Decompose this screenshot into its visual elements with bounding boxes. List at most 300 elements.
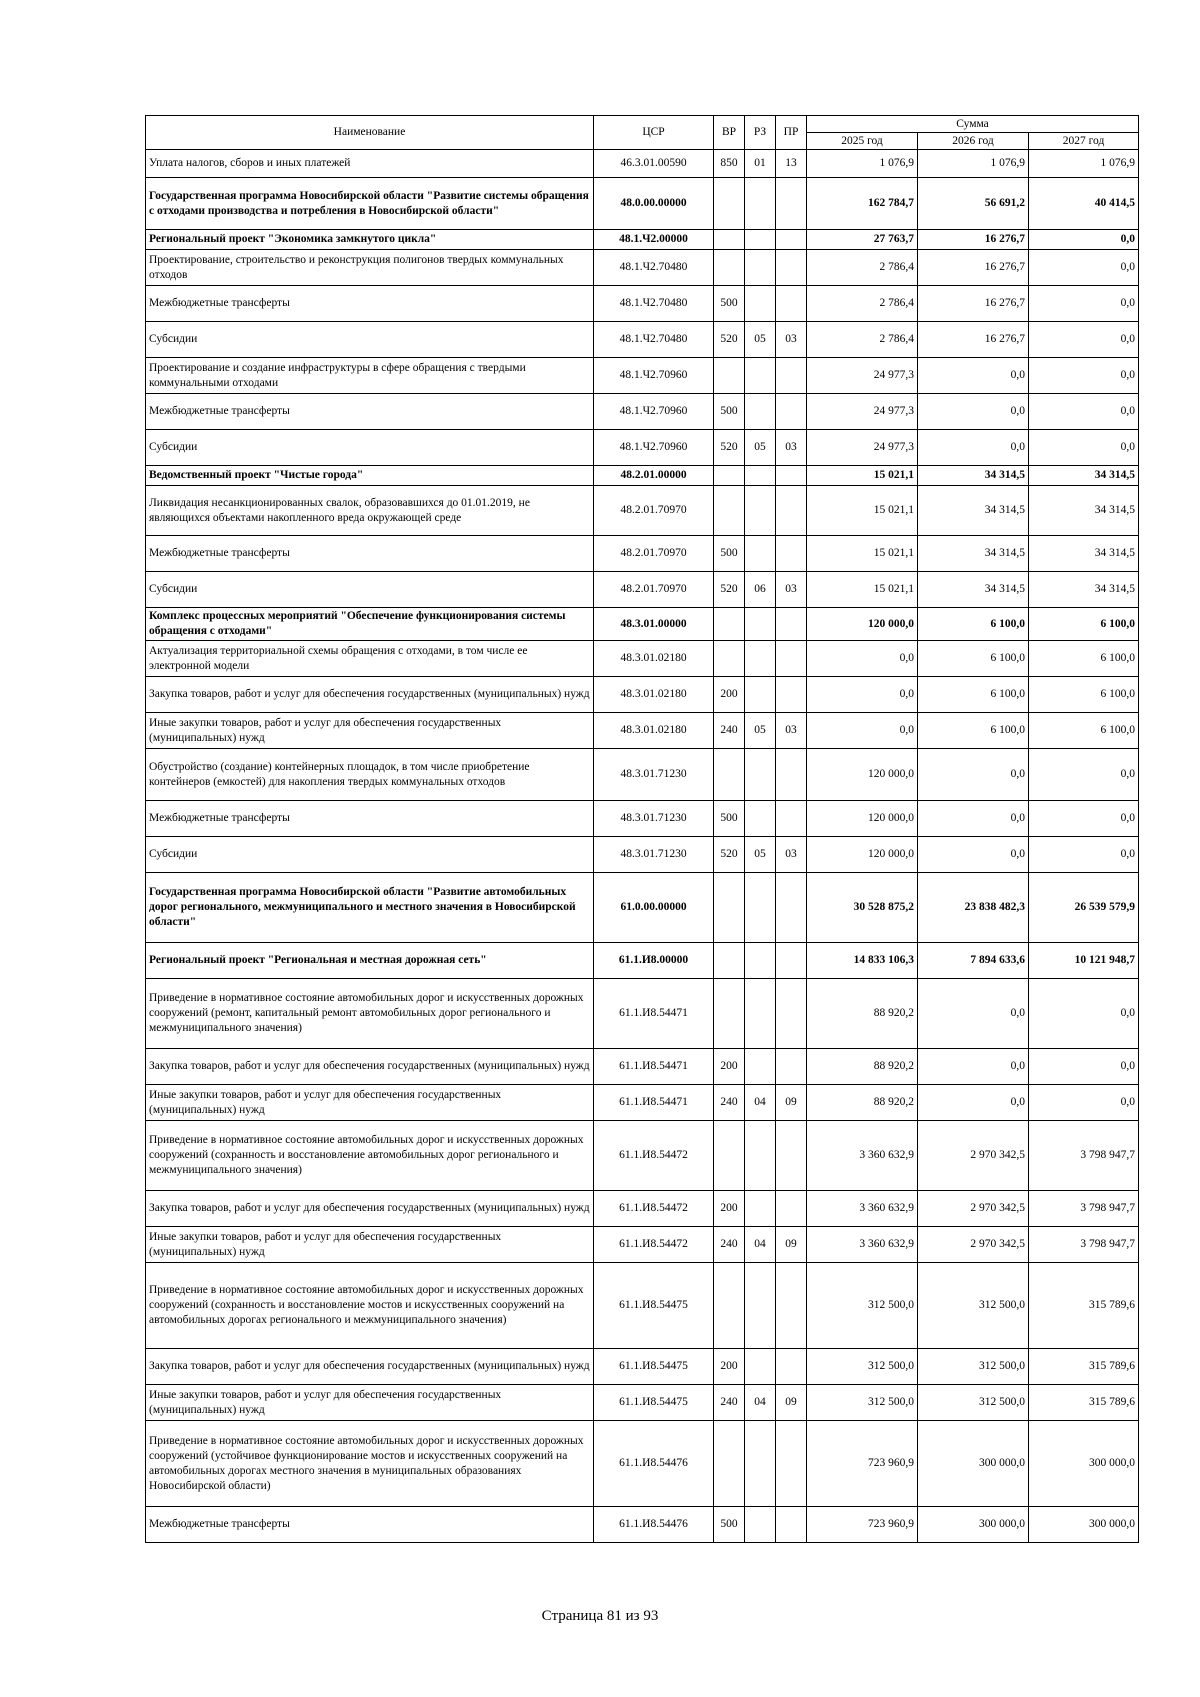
table-row (146, 801, 1139, 837)
row-value-2027: 0,0 (1029, 394, 1139, 430)
row-value-2027: 34 314,5 (1029, 572, 1139, 608)
row-pr: 03 (776, 322, 807, 358)
row-csr: 48.2.01.00000 (594, 466, 714, 486)
row-pr (776, 394, 807, 430)
row-rz (745, 608, 776, 641)
table-row (146, 536, 1139, 572)
row-value-2026: 6 100,0 (918, 713, 1029, 749)
row-pr (776, 1121, 807, 1191)
row-pr (776, 1507, 807, 1543)
row-rz: 06 (745, 572, 776, 608)
row-rz: 04 (745, 1085, 776, 1121)
row-csr: 48.3.01.71230 (594, 837, 714, 873)
row-vr: 200 (714, 1191, 745, 1227)
row-rz (745, 394, 776, 430)
row-value-2027: 6 100,0 (1029, 677, 1139, 713)
row-value-2025: 15 021,1 (807, 536, 918, 572)
row-name: Межбюджетные трансферты (146, 536, 594, 572)
row-value-2025: 120 000,0 (807, 749, 918, 801)
row-vr: 500 (714, 801, 745, 837)
row-csr: 61.1.И8.54475 (594, 1263, 714, 1349)
row-value-2026: 2 970 342,5 (918, 1121, 1029, 1191)
row-value-2027: 300 000,0 (1029, 1507, 1139, 1543)
row-rz (745, 1263, 776, 1349)
row-value-2026: 16 276,7 (918, 230, 1029, 250)
row-csr: 48.1.Ч2.70480 (594, 250, 714, 286)
row-name: Ликвидация несанкционированных свалок, образовавшихся до 01.01.2019, не являющихся объектами накопленного вреда окружающей среде (146, 486, 594, 536)
row-rz (745, 873, 776, 943)
row-value-2027: 6 100,0 (1029, 608, 1139, 641)
row-pr: 13 (776, 150, 807, 178)
row-rz: 05 (745, 837, 776, 873)
row-value-2027: 3 798 947,7 (1029, 1191, 1139, 1227)
row-value-2027: 0,0 (1029, 358, 1139, 394)
row-pr: 03 (776, 713, 807, 749)
row-value-2026: 1 076,9 (918, 150, 1029, 178)
row-value-2025: 27 763,7 (807, 230, 918, 250)
row-pr (776, 1263, 807, 1349)
row-value-2026: 0,0 (918, 1085, 1029, 1121)
row-csr: 48.1.Ч2.70960 (594, 430, 714, 466)
row-value-2025: 24 977,3 (807, 430, 918, 466)
row-value-2025: 24 977,3 (807, 358, 918, 394)
table-row (146, 358, 1139, 394)
row-csr: 48.1.Ч2.70960 (594, 394, 714, 430)
row-rz (745, 486, 776, 536)
table-row (146, 322, 1139, 358)
row-value-2027: 0,0 (1029, 749, 1139, 801)
row-value-2025: 88 920,2 (807, 979, 918, 1049)
row-pr (776, 1349, 807, 1385)
row-value-2026: 312 500,0 (918, 1349, 1029, 1385)
row-name: Региональный проект "Региональная и местная дорожная сеть" (146, 943, 594, 979)
row-pr (776, 486, 807, 536)
row-name: Межбюджетные трансферты (146, 1507, 594, 1543)
row-vr (714, 1121, 745, 1191)
row-value-2026: 312 500,0 (918, 1385, 1029, 1421)
table-row (146, 873, 1139, 943)
row-value-2025: 0,0 (807, 641, 918, 677)
row-vr: 240 (714, 1085, 745, 1121)
row-pr (776, 1421, 807, 1507)
row-value-2025: 24 977,3 (807, 394, 918, 430)
row-csr: 48.1.Ч2.70480 (594, 286, 714, 322)
row-value-2025: 312 500,0 (807, 1349, 918, 1385)
header-csr: ЦСР (594, 116, 714, 150)
row-rz (745, 1507, 776, 1543)
row-vr (714, 943, 745, 979)
row-vr (714, 1263, 745, 1349)
row-value-2025: 88 920,2 (807, 1049, 918, 1085)
row-value-2027: 3 798 947,7 (1029, 1121, 1139, 1191)
row-vr: 500 (714, 286, 745, 322)
row-name: Ведомственный проект "Чистые города" (146, 466, 594, 486)
row-rz (745, 358, 776, 394)
row-value-2025: 3 360 632,9 (807, 1227, 918, 1263)
row-csr: 48.1.Ч2.70480 (594, 322, 714, 358)
row-value-2027: 34 314,5 (1029, 486, 1139, 536)
table-row (146, 837, 1139, 873)
row-value-2027: 40 414,5 (1029, 178, 1139, 230)
row-csr: 61.1.И8.54471 (594, 1085, 714, 1121)
row-name: Закупка товаров, работ и услуг для обеспечения государственных (муниципальных) нужд (146, 1191, 594, 1227)
budget-table (145, 115, 1139, 1543)
row-name: Государственная программа Новосибирской области "Развитие системы обращения с отходами производства и потребления в Новосибирской области" (146, 178, 594, 230)
table-row (146, 466, 1139, 486)
row-value-2025: 2 786,4 (807, 322, 918, 358)
row-value-2026: 34 314,5 (918, 486, 1029, 536)
row-name: Проектирование и создание инфраструктуры в сфере обращения с твердыми коммунальными отходами (146, 358, 594, 394)
row-value-2026: 6 100,0 (918, 641, 1029, 677)
row-value-2025: 0,0 (807, 677, 918, 713)
row-vr (714, 178, 745, 230)
row-rz: 05 (745, 322, 776, 358)
row-name: Субсидии (146, 322, 594, 358)
row-vr: 500 (714, 394, 745, 430)
row-csr: 61.1.И8.00000 (594, 943, 714, 979)
row-vr: 520 (714, 322, 745, 358)
table-row (146, 1191, 1139, 1227)
row-name: Приведение в нормативное состояние автомобильных дорог и искусственных дорожных сооружений (сохранность и восстановление мостов и искусственных сооружений на автомобильных дорогах регионального и межмуниципального значения) (146, 1263, 594, 1349)
row-value-2027: 3 798 947,7 (1029, 1227, 1139, 1263)
row-pr (776, 466, 807, 486)
row-value-2027: 0,0 (1029, 286, 1139, 322)
row-value-2026: 16 276,7 (918, 286, 1029, 322)
row-pr: 09 (776, 1227, 807, 1263)
row-csr: 48.2.01.70970 (594, 572, 714, 608)
header-vr: ВР (714, 116, 745, 150)
row-value-2026: 56 691,2 (918, 178, 1029, 230)
row-name: Закупка товаров, работ и услуг для обеспечения государственных (муниципальных) нужд (146, 1349, 594, 1385)
header-year-2026: 2026 год (918, 133, 1029, 150)
row-name: Уплата налогов, сборов и иных платежей (146, 150, 594, 178)
row-name: Комплекс процессных мероприятий "Обеспечение функционирования системы обращения с отходами" (146, 608, 594, 641)
row-value-2027: 0,0 (1029, 430, 1139, 466)
row-value-2025: 30 528 875,2 (807, 873, 918, 943)
row-value-2026: 0,0 (918, 430, 1029, 466)
row-csr: 48.1.Ч2.70960 (594, 358, 714, 394)
row-vr (714, 250, 745, 286)
row-vr: 200 (714, 1349, 745, 1385)
row-value-2025: 723 960,9 (807, 1421, 918, 1507)
row-csr: 48.3.01.00000 (594, 608, 714, 641)
row-pr (776, 250, 807, 286)
table-row (146, 713, 1139, 749)
row-rz (745, 641, 776, 677)
row-csr: 61.1.И8.54475 (594, 1385, 714, 1421)
table-row (146, 394, 1139, 430)
row-value-2027: 0,0 (1029, 837, 1139, 873)
row-value-2027: 0,0 (1029, 801, 1139, 837)
row-value-2026: 23 838 482,3 (918, 873, 1029, 943)
row-rz (745, 801, 776, 837)
header-year-2027: 2027 год (1029, 133, 1139, 150)
row-rz (745, 1421, 776, 1507)
row-name: Межбюджетные трансферты (146, 286, 594, 322)
row-vr: 240 (714, 1227, 745, 1263)
row-value-2025: 3 360 632,9 (807, 1191, 918, 1227)
row-name: Государственная программа Новосибирской области "Развитие автомобильных дорог регионального, межмуниципального и местного значения в Новосибирской области" (146, 873, 594, 943)
header-year-2025: 2025 год (807, 133, 918, 150)
row-pr (776, 178, 807, 230)
row-value-2027: 315 789,6 (1029, 1349, 1139, 1385)
row-value-2027: 300 000,0 (1029, 1421, 1139, 1507)
row-value-2026: 16 276,7 (918, 250, 1029, 286)
row-value-2027: 0,0 (1029, 1049, 1139, 1085)
row-name: Межбюджетные трансферты (146, 394, 594, 430)
row-pr: 09 (776, 1085, 807, 1121)
row-name: Субсидии (146, 572, 594, 608)
row-csr: 46.3.01.00590 (594, 150, 714, 178)
row-value-2027: 6 100,0 (1029, 641, 1139, 677)
row-vr: 500 (714, 536, 745, 572)
row-pr (776, 230, 807, 250)
table-row (146, 486, 1139, 536)
row-vr: 240 (714, 1385, 745, 1421)
row-value-2025: 2 786,4 (807, 250, 918, 286)
row-csr: 48.3.01.71230 (594, 749, 714, 801)
row-pr (776, 943, 807, 979)
row-rz (745, 677, 776, 713)
row-name: Иные закупки товаров, работ и услуг для обеспечения государственных (муниципальных) нужд (146, 1385, 594, 1421)
row-csr: 48.3.01.71230 (594, 801, 714, 837)
table-row (146, 749, 1139, 801)
row-value-2025: 88 920,2 (807, 1085, 918, 1121)
row-value-2025: 312 500,0 (807, 1385, 918, 1421)
row-value-2027: 26 539 579,9 (1029, 873, 1139, 943)
row-value-2025: 0,0 (807, 713, 918, 749)
row-value-2025: 723 960,9 (807, 1507, 918, 1543)
row-name: Проектирование, строительство и реконструкция полигонов твердых коммунальных отходов (146, 250, 594, 286)
row-rz: 04 (745, 1385, 776, 1421)
row-value-2027: 315 789,6 (1029, 1385, 1139, 1421)
table-row (146, 150, 1139, 178)
row-vr (714, 486, 745, 536)
row-vr (714, 608, 745, 641)
row-rz: 05 (745, 430, 776, 466)
row-rz (745, 749, 776, 801)
table-row (146, 677, 1139, 713)
table-row (146, 1085, 1139, 1121)
row-pr: 09 (776, 1385, 807, 1421)
row-value-2027: 10 121 948,7 (1029, 943, 1139, 979)
table-row (146, 1121, 1139, 1191)
row-rz (745, 1349, 776, 1385)
table-row (146, 1263, 1139, 1349)
table-row (146, 572, 1139, 608)
row-rz (745, 466, 776, 486)
row-name: Закупка товаров, работ и услуг для обеспечения государственных (муниципальных) нужд (146, 677, 594, 713)
table-row (146, 979, 1139, 1049)
row-value-2026: 300 000,0 (918, 1421, 1029, 1507)
row-vr (714, 358, 745, 394)
row-value-2025: 15 021,1 (807, 466, 918, 486)
row-pr (776, 801, 807, 837)
row-csr: 48.1.Ч2.00000 (594, 230, 714, 250)
row-value-2026: 0,0 (918, 358, 1029, 394)
row-vr (714, 979, 745, 1049)
row-rz (745, 230, 776, 250)
row-name: Межбюджетные трансферты (146, 801, 594, 837)
table-row (146, 1507, 1139, 1543)
row-rz (745, 536, 776, 572)
row-name: Иные закупки товаров, работ и услуг для обеспечения государственных (муниципальных) нужд (146, 1085, 594, 1121)
row-rz (745, 1049, 776, 1085)
row-name: Актуализация территориальной схемы обращения с отходами, в том числе ее электронной модели (146, 641, 594, 677)
row-value-2026: 34 314,5 (918, 466, 1029, 486)
row-value-2026: 0,0 (918, 1049, 1029, 1085)
row-value-2027: 0,0 (1029, 322, 1139, 358)
row-value-2027: 0,0 (1029, 979, 1139, 1049)
row-value-2026: 2 970 342,5 (918, 1227, 1029, 1263)
row-csr: 61.1.И8.54472 (594, 1191, 714, 1227)
row-csr: 61.1.И8.54475 (594, 1349, 714, 1385)
row-vr: 520 (714, 572, 745, 608)
header-sum: Сумма (807, 116, 1139, 133)
row-csr: 61.0.00.00000 (594, 873, 714, 943)
row-rz (745, 1121, 776, 1191)
row-pr (776, 749, 807, 801)
row-vr: 500 (714, 1507, 745, 1543)
row-pr (776, 536, 807, 572)
header-name: Наименование (146, 116, 594, 150)
row-value-2025: 120 000,0 (807, 608, 918, 641)
header-pr: ПР (776, 116, 807, 150)
row-vr: 240 (714, 713, 745, 749)
row-pr (776, 608, 807, 641)
row-value-2025: 14 833 106,3 (807, 943, 918, 979)
row-value-2026: 0,0 (918, 801, 1029, 837)
row-rz (745, 286, 776, 322)
table-row (146, 250, 1139, 286)
row-name: Приведение в нормативное состояние автомобильных дорог и искусственных дорожных сооружений (устойчивое функционирование мостов и искусственных сооружений на автомобильных дорогах местного значения в муниципальных образованиях Новосибирской области) (146, 1421, 594, 1507)
table-row (146, 178, 1139, 230)
row-csr: 61.1.И8.54471 (594, 979, 714, 1049)
row-pr: 03 (776, 572, 807, 608)
row-vr: 520 (714, 430, 745, 466)
row-rz: 05 (745, 713, 776, 749)
row-value-2025: 1 076,9 (807, 150, 918, 178)
row-pr (776, 286, 807, 322)
table-header (146, 116, 1139, 150)
row-pr: 03 (776, 837, 807, 873)
row-value-2025: 312 500,0 (807, 1263, 918, 1349)
row-pr (776, 873, 807, 943)
row-vr (714, 641, 745, 677)
row-value-2027: 34 314,5 (1029, 466, 1139, 486)
row-value-2025: 15 021,1 (807, 572, 918, 608)
table-row (146, 608, 1139, 641)
row-value-2027: 0,0 (1029, 230, 1139, 250)
row-value-2026: 6 100,0 (918, 677, 1029, 713)
row-pr: 03 (776, 430, 807, 466)
row-name: Приведение в нормативное состояние автомобильных дорог и искусственных дорожных сооружений (сохранность и восстановление автомобильных дорог регионального и межмуниципального значения) (146, 1121, 594, 1191)
row-name: Субсидии (146, 430, 594, 466)
row-value-2025: 120 000,0 (807, 837, 918, 873)
row-value-2025: 120 000,0 (807, 801, 918, 837)
row-name: Закупка товаров, работ и услуг для обеспечения государственных (муниципальных) нужд (146, 1049, 594, 1085)
row-value-2026: 0,0 (918, 394, 1029, 430)
table-row (146, 1385, 1139, 1421)
row-value-2027: 6 100,0 (1029, 713, 1139, 749)
table-row (146, 286, 1139, 322)
table-row (146, 943, 1139, 979)
row-csr: 48.2.01.70970 (594, 536, 714, 572)
row-value-2027: 1 076,9 (1029, 150, 1139, 178)
row-pr (776, 1191, 807, 1227)
row-value-2027: 34 314,5 (1029, 536, 1139, 572)
row-rz (745, 250, 776, 286)
row-csr: 48.3.01.02180 (594, 677, 714, 713)
row-value-2026: 312 500,0 (918, 1263, 1029, 1349)
row-value-2027: 315 789,6 (1029, 1263, 1139, 1349)
table-row (146, 641, 1139, 677)
row-value-2026: 2 970 342,5 (918, 1191, 1029, 1227)
row-value-2025: 162 784,7 (807, 178, 918, 230)
row-value-2025: 15 021,1 (807, 486, 918, 536)
row-csr: 61.1.И8.54476 (594, 1507, 714, 1543)
row-value-2027: 0,0 (1029, 1085, 1139, 1121)
table-row (146, 430, 1139, 466)
row-pr (776, 979, 807, 1049)
row-name: Обустройство (создание) контейнерных площадок, в том числе приобретение контейнеров (емкостей) для накопления твердых коммунальных отходов (146, 749, 594, 801)
row-csr: 48.3.01.02180 (594, 641, 714, 677)
row-vr: 200 (714, 677, 745, 713)
table-body (146, 150, 1139, 1543)
row-rz: 01 (745, 150, 776, 178)
row-csr: 48.2.01.70970 (594, 486, 714, 536)
row-name: Региональный проект "Экономика замкнутого цикла" (146, 230, 594, 250)
row-value-2026: 34 314,5 (918, 572, 1029, 608)
page-number: Страница 81 из 93 (541, 1608, 659, 1624)
header-rz: РЗ (745, 116, 776, 150)
row-value-2025: 2 786,4 (807, 286, 918, 322)
row-vr (714, 466, 745, 486)
row-rz (745, 178, 776, 230)
row-value-2026: 34 314,5 (918, 536, 1029, 572)
table-row (146, 230, 1139, 250)
row-vr (714, 749, 745, 801)
row-value-2026: 0,0 (918, 749, 1029, 801)
row-rz (745, 1191, 776, 1227)
row-name: Иные закупки товаров, работ и услуг для обеспечения государственных (муниципальных) нужд (146, 1227, 594, 1263)
row-csr: 48.3.01.02180 (594, 713, 714, 749)
row-name: Субсидии (146, 837, 594, 873)
row-rz: 04 (745, 1227, 776, 1263)
table-row (146, 1049, 1139, 1085)
table-row (146, 1227, 1139, 1263)
row-vr (714, 1421, 745, 1507)
row-vr (714, 873, 745, 943)
row-rz (745, 979, 776, 1049)
row-value-2026: 6 100,0 (918, 608, 1029, 641)
row-vr: 520 (714, 837, 745, 873)
row-vr (714, 230, 745, 250)
row-value-2026: 0,0 (918, 837, 1029, 873)
row-rz (745, 943, 776, 979)
table-row (146, 1349, 1139, 1385)
row-pr (776, 358, 807, 394)
table-row (146, 1421, 1139, 1507)
row-csr: 61.1.И8.54476 (594, 1421, 714, 1507)
row-name: Иные закупки товаров, работ и услуг для обеспечения государственных (муниципальных) нужд (146, 713, 594, 749)
row-csr: 48.0.00.00000 (594, 178, 714, 230)
row-value-2026: 16 276,7 (918, 322, 1029, 358)
row-value-2025: 3 360 632,9 (807, 1121, 918, 1191)
row-value-2026: 300 000,0 (918, 1507, 1029, 1543)
row-csr: 61.1.И8.54472 (594, 1121, 714, 1191)
row-csr: 61.1.И8.54472 (594, 1227, 714, 1263)
